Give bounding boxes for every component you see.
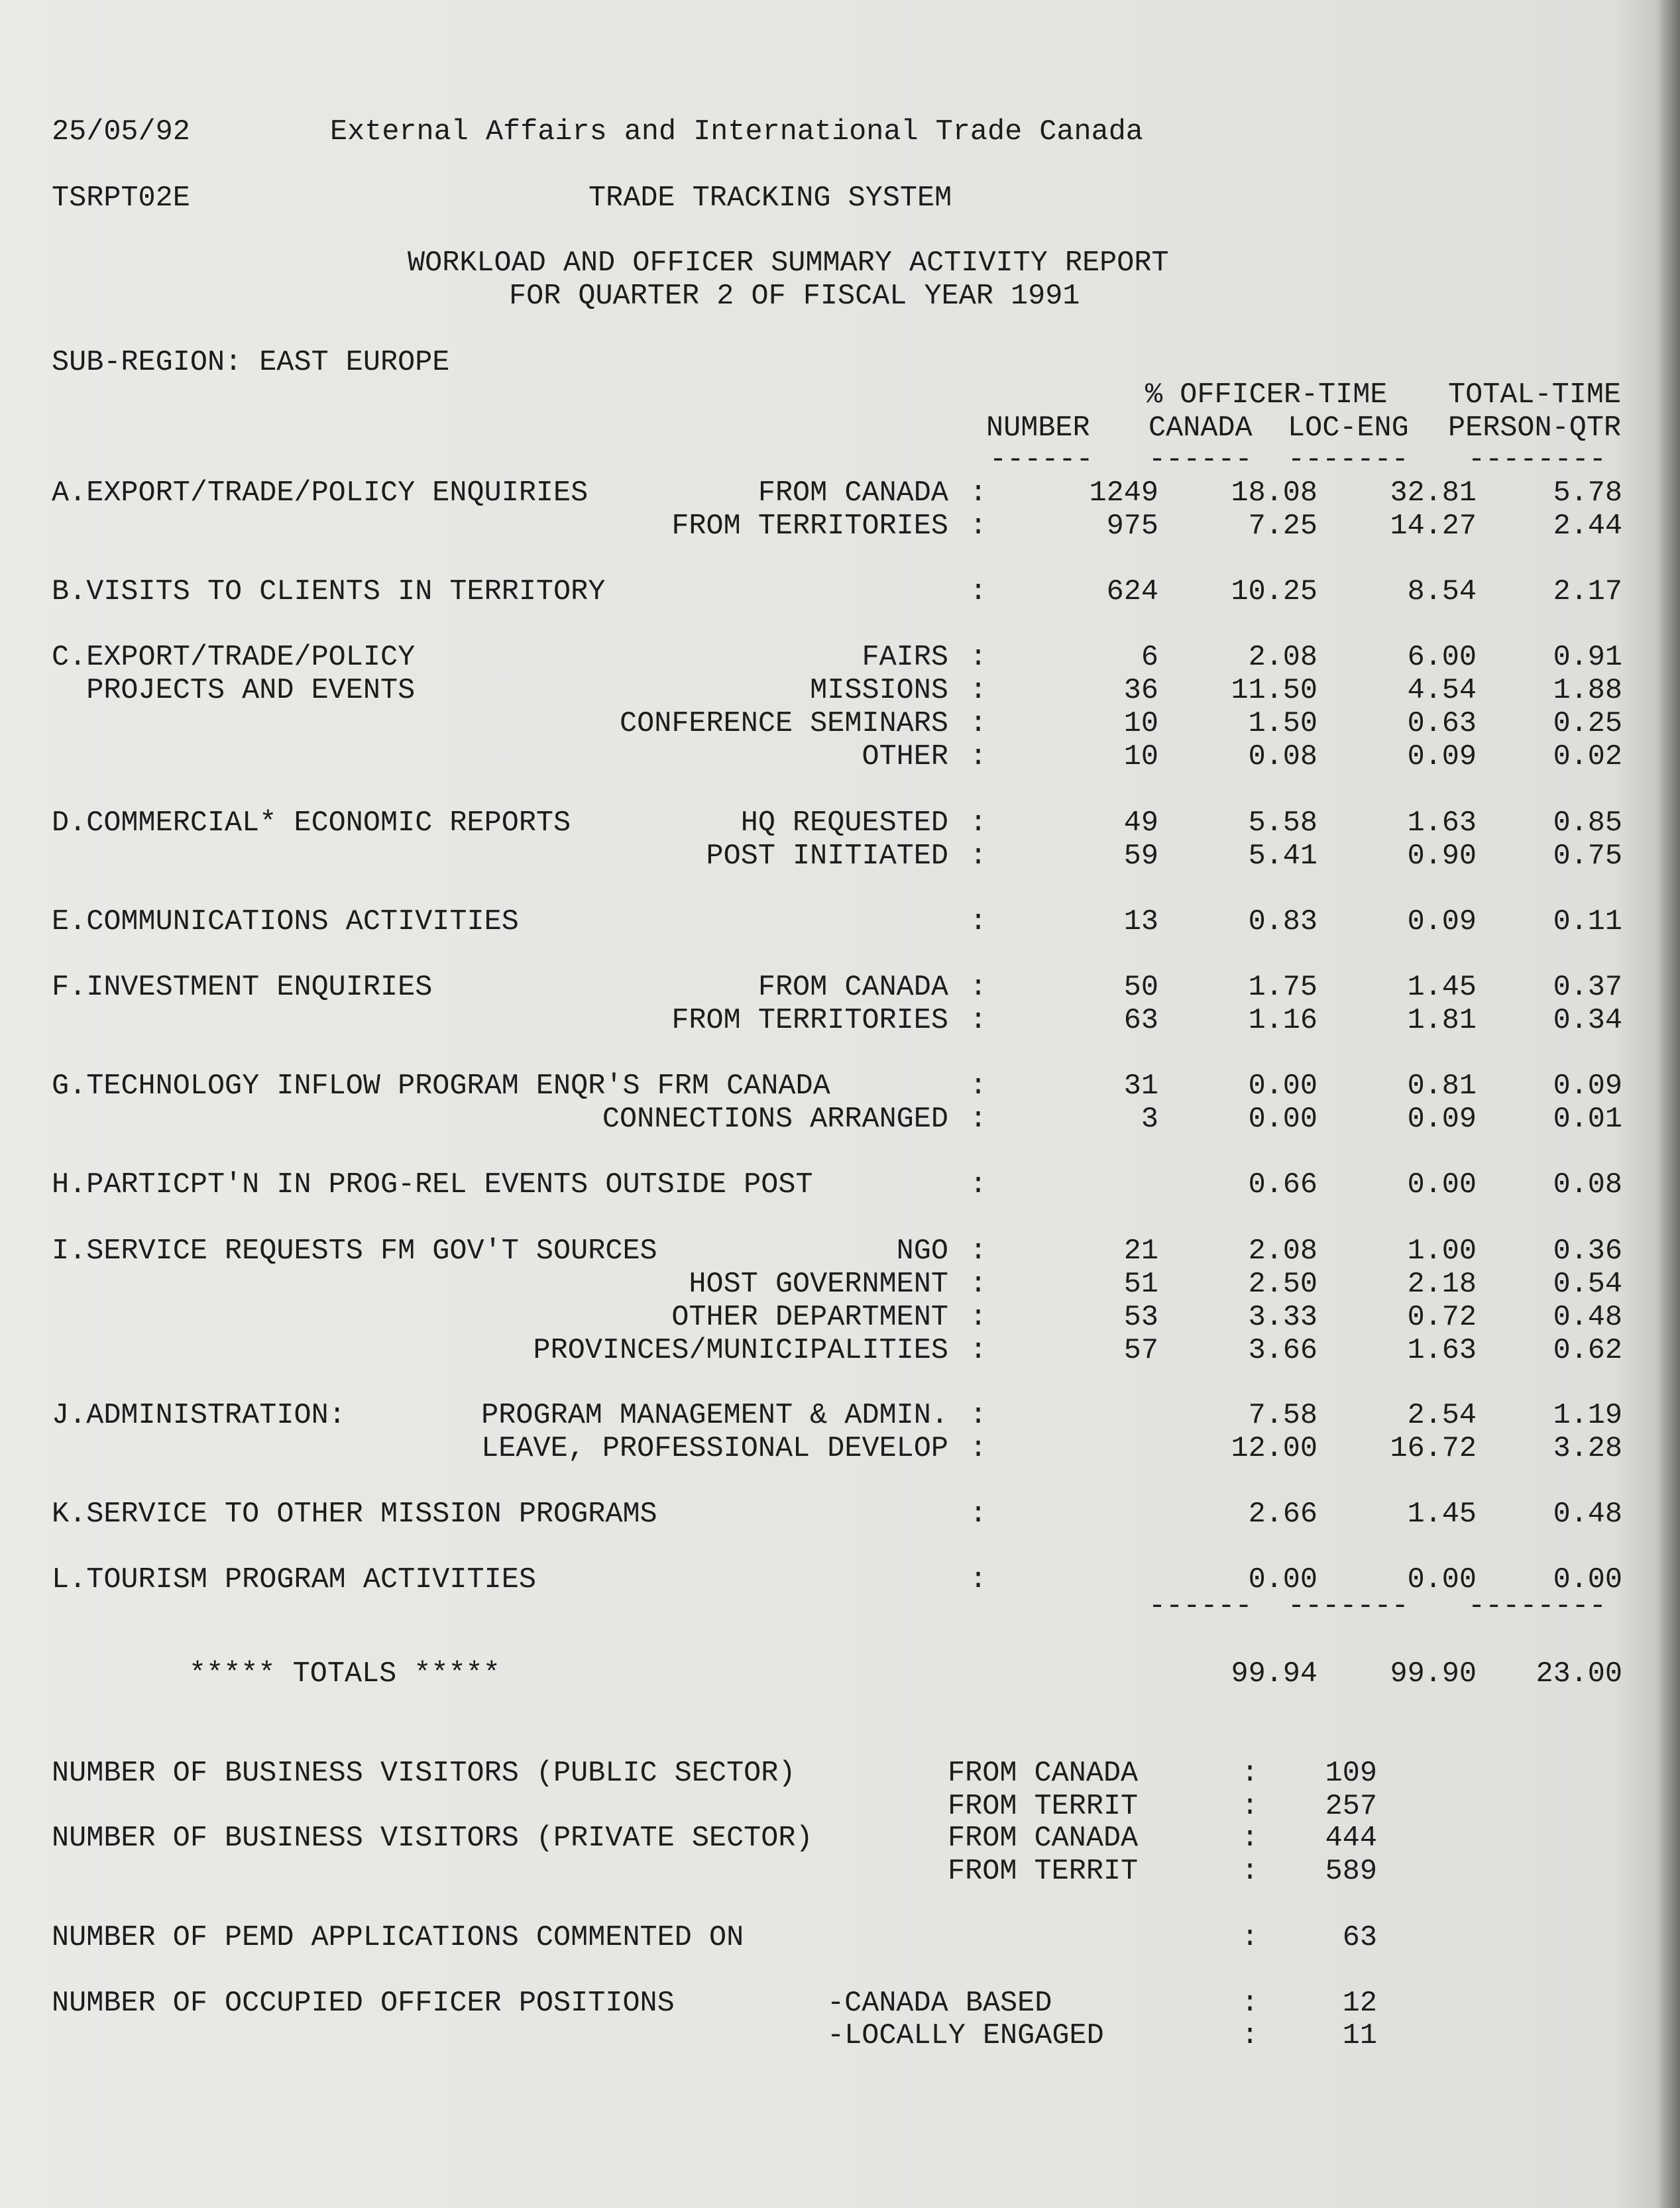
positions-label: NUMBER OF OCCUPIED OFFICER POSITIONS xyxy=(52,1987,675,2020)
totals-canada: 99.94 xyxy=(1231,1658,1317,1690)
officer-positions-row xyxy=(52,2020,1642,2053)
row-colon: : xyxy=(970,675,987,707)
row-person-qtr: 0.09 xyxy=(1553,1070,1622,1103)
pemd-count: 63 xyxy=(1342,1922,1377,1954)
row-colon: : xyxy=(970,1433,987,1465)
table-row xyxy=(52,708,1642,741)
table-row xyxy=(52,576,1642,609)
business-visitors-row xyxy=(52,1791,1642,1824)
table-row xyxy=(52,1268,1642,1301)
row-number: 10 xyxy=(1123,741,1158,773)
row-colon: : xyxy=(970,477,987,510)
row-pct-loc-eng: 0.90 xyxy=(1407,840,1477,873)
row-subcategory: PROVINCES/MUNICIPALITIES xyxy=(533,1335,948,1367)
table-row xyxy=(52,807,1642,840)
row-pct-canada: 0.00 xyxy=(1248,1564,1317,1596)
table-row xyxy=(52,477,1642,510)
row-pct-loc-eng: 2.54 xyxy=(1407,1400,1477,1432)
row-pct-canada: 11.50 xyxy=(1231,675,1317,707)
row-pct-canada: 3.33 xyxy=(1248,1301,1317,1334)
row-person-qtr: 0.34 xyxy=(1553,1005,1622,1037)
subregion: SUB-REGION: EAST EUROPE xyxy=(52,347,450,379)
row-category: I.SERVICE REQUESTS FM GOV'T SOURCES xyxy=(52,1235,657,1268)
visitors-label: NUMBER OF BUSINESS VISITORS (PRIVATE SECTOR) xyxy=(52,1822,813,1855)
table-row xyxy=(52,1498,1642,1531)
row-person-qtr: 0.25 xyxy=(1553,708,1622,740)
row-subcategory: FROM CANADA xyxy=(757,477,948,510)
row-subcategory: LEAVE, PROFESSIONAL DEVELOP xyxy=(481,1433,948,1465)
row-subcategory: OTHER DEPARTMENT xyxy=(671,1301,948,1334)
row-pct-canada: 2.08 xyxy=(1248,1235,1317,1268)
row-pct-canada: 0.83 xyxy=(1248,906,1317,938)
visitors-count: 257 xyxy=(1325,1791,1377,1823)
system-name: TRADE TRACKING SYSTEM xyxy=(588,182,952,215)
row-category: B.VISITS TO CLIENTS IN TERRITORY xyxy=(52,576,606,608)
row-colon: : xyxy=(970,708,987,740)
table-row xyxy=(52,1301,1642,1335)
row-person-qtr: 0.02 xyxy=(1553,741,1622,773)
positions-count: 11 xyxy=(1342,2020,1377,2052)
row-person-qtr: 0.54 xyxy=(1553,1268,1622,1301)
row-pct-loc-eng: 0.00 xyxy=(1407,1169,1477,1201)
visitors-count: 444 xyxy=(1325,1822,1377,1855)
row-subcategory: NGO xyxy=(896,1235,948,1268)
row-pct-loc-eng: 1.45 xyxy=(1407,1498,1477,1531)
report-title-line-2 xyxy=(52,280,1642,313)
row-number: 624 xyxy=(1106,576,1158,608)
loc-eng-totals-underline: ------- xyxy=(1288,1590,1409,1623)
row-person-qtr: 0.91 xyxy=(1553,641,1622,674)
row-person-qtr: 0.48 xyxy=(1553,1498,1622,1531)
row-subcategory: CONFERENCE SEMINARS xyxy=(620,708,948,740)
row-pct-canada: 0.08 xyxy=(1248,741,1317,773)
row-category: D.COMMERCIAL* ECONOMIC REPORTS xyxy=(52,807,571,840)
row-category: H.PARTICPT'N IN PROG-REL EVENTS OUTSIDE POST xyxy=(52,1169,813,1201)
row-pct-loc-eng: 4.54 xyxy=(1407,675,1477,707)
number-header: NUMBER xyxy=(986,412,1090,445)
row-subcategory: FROM CANADA xyxy=(757,971,948,1004)
pemd-row xyxy=(52,1922,1642,1955)
totals-label: ***** TOTALS ***** xyxy=(189,1658,500,1690)
row-pct-loc-eng: 8.54 xyxy=(1407,576,1477,608)
row-subcategory: FROM TERRITORIES xyxy=(671,1005,948,1037)
table-row xyxy=(52,1235,1642,1268)
table-row xyxy=(52,971,1642,1005)
column-header-line-2 xyxy=(52,412,1642,445)
person-qtr-underline: -------- xyxy=(1468,444,1606,476)
row-number: 3 xyxy=(1141,1103,1158,1136)
row-number: 13 xyxy=(1123,906,1158,938)
header-line-2 xyxy=(52,182,1642,215)
row-colon: : xyxy=(970,576,987,608)
totals-underline xyxy=(52,1590,1642,1624)
page-edge-shadow xyxy=(1660,0,1680,2208)
positions-colon: : xyxy=(1241,2020,1259,2052)
row-pct-loc-eng: 1.00 xyxy=(1407,1235,1477,1268)
row-pct-canada: 1.75 xyxy=(1248,971,1317,1004)
row-subcategory: MISSIONS xyxy=(810,675,948,707)
row-colon: : xyxy=(970,1103,987,1136)
report-title: WORKLOAD AND OFFICER SUMMARY ACTIVITY REPORT xyxy=(408,247,1169,280)
row-pct-canada: 10.25 xyxy=(1231,576,1317,608)
row-person-qtr: 5.78 xyxy=(1553,477,1622,510)
visitors-colon: : xyxy=(1241,1791,1259,1823)
business-visitors-row xyxy=(52,1855,1642,1889)
row-person-qtr: 2.44 xyxy=(1553,510,1622,543)
row-number: 63 xyxy=(1123,1005,1158,1037)
row-person-qtr: 0.08 xyxy=(1553,1169,1622,1201)
row-colon: : xyxy=(970,510,987,543)
row-pct-canada: 2.50 xyxy=(1248,1268,1317,1301)
row-category: K.SERVICE TO OTHER MISSION PROGRAMS xyxy=(52,1498,657,1531)
row-pct-loc-eng: 1.45 xyxy=(1407,971,1477,1004)
row-pct-canada: 2.08 xyxy=(1248,641,1317,674)
table-row xyxy=(52,1005,1642,1038)
row-person-qtr: 0.37 xyxy=(1553,971,1622,1004)
row-pct-canada: 5.41 xyxy=(1248,840,1317,873)
organization-name: External Affairs and International Trade Canada xyxy=(330,116,1143,148)
row-colon: : xyxy=(970,1005,987,1037)
pemd-label: NUMBER OF PEMD APPLICATIONS COMMENTED ON xyxy=(52,1922,744,1954)
table-row xyxy=(52,1335,1642,1368)
officer-positions-row xyxy=(52,1987,1642,2020)
row-category: G.TECHNOLOGY INFLOW PROGRAM ENQR'S FRM CANADA xyxy=(52,1070,830,1103)
visitors-colon: : xyxy=(1241,1757,1259,1790)
row-category: PROJECTS AND EVENTS xyxy=(52,675,416,707)
row-pct-loc-eng: 1.63 xyxy=(1407,807,1477,840)
row-number: 1249 xyxy=(1089,477,1158,510)
table-row xyxy=(52,1070,1642,1103)
row-pct-canada: 1.50 xyxy=(1248,708,1317,740)
row-pct-canada: 1.16 xyxy=(1248,1005,1317,1037)
row-number: 53 xyxy=(1123,1301,1158,1334)
loc-eng-underline: ------- xyxy=(1288,444,1409,476)
row-person-qtr: 0.85 xyxy=(1553,807,1622,840)
row-subcategory: PROGRAM MANAGEMENT & ADMIN. xyxy=(481,1400,948,1432)
row-colon: : xyxy=(970,1498,987,1531)
row-number: 975 xyxy=(1106,510,1158,543)
visitors-colon: : xyxy=(1241,1855,1259,1888)
row-pct-loc-eng: 14.27 xyxy=(1390,510,1477,543)
row-pct-canada: 12.00 xyxy=(1231,1433,1317,1465)
visitors-origin: FROM CANADA xyxy=(948,1757,1139,1790)
row-person-qtr: 3.28 xyxy=(1553,1433,1622,1465)
row-number: 36 xyxy=(1123,675,1158,707)
row-number: 57 xyxy=(1123,1335,1158,1367)
row-subcategory: FAIRS xyxy=(862,641,948,674)
row-colon: : xyxy=(970,1301,987,1334)
totals-loc-eng: 99.90 xyxy=(1390,1658,1477,1690)
row-number: 49 xyxy=(1123,807,1158,840)
row-number: 50 xyxy=(1123,971,1158,1004)
row-subcategory: OTHER xyxy=(862,741,948,773)
table-row xyxy=(52,840,1642,873)
row-colon: : xyxy=(970,1070,987,1103)
total-time-header: TOTAL-TIME xyxy=(1448,379,1622,412)
row-person-qtr: 0.00 xyxy=(1553,1564,1622,1596)
positions-type: -CANADA BASED xyxy=(827,1987,1052,2020)
row-person-qtr: 0.75 xyxy=(1553,840,1622,873)
report-period: FOR QUARTER 2 OF FISCAL YEAR 1991 xyxy=(509,280,1080,313)
row-pct-loc-eng: 6.00 xyxy=(1407,641,1477,674)
table-row xyxy=(52,1433,1642,1466)
table-row xyxy=(52,641,1642,675)
loc-eng-header: LOC-ENG xyxy=(1288,412,1409,445)
totals-person-qtr: 23.00 xyxy=(1536,1658,1622,1690)
row-pct-loc-eng: 1.81 xyxy=(1407,1005,1477,1037)
row-pct-canada: 0.66 xyxy=(1248,1169,1317,1201)
row-pct-loc-eng: 16.72 xyxy=(1390,1433,1477,1465)
row-pct-loc-eng: 0.09 xyxy=(1407,1103,1477,1136)
business-visitors-row xyxy=(52,1822,1642,1855)
row-pct-canada: 0.00 xyxy=(1248,1103,1317,1136)
table-row xyxy=(52,1400,1642,1433)
number-underline: ------ xyxy=(989,444,1093,476)
report-title-line-1 xyxy=(52,247,1642,280)
row-number: 31 xyxy=(1123,1070,1158,1103)
table-row xyxy=(52,741,1642,774)
positions-type: -LOCALLY ENGAGED xyxy=(827,2020,1104,2052)
row-pct-canada: 0.00 xyxy=(1248,1070,1317,1103)
visitors-count: 109 xyxy=(1325,1757,1377,1790)
table-row xyxy=(52,906,1642,939)
row-category: L.TOURISM PROGRAM ACTIVITIES xyxy=(52,1564,536,1596)
subregion-line xyxy=(52,347,1642,380)
row-colon: : xyxy=(970,1169,987,1201)
canada-underline: ------ xyxy=(1148,444,1253,476)
row-category: E.COMMUNICATIONS ACTIVITIES xyxy=(52,906,519,938)
visitors-origin: FROM CANADA xyxy=(948,1822,1139,1855)
row-subcategory: FROM TERRITORIES xyxy=(671,510,948,543)
business-visitors-row xyxy=(52,1757,1642,1791)
row-subcategory: HOST GOVERNMENT xyxy=(689,1268,948,1301)
row-pct-loc-eng: 0.00 xyxy=(1407,1564,1477,1596)
person-qtr-totals-underline: -------- xyxy=(1468,1590,1606,1623)
row-colon: : xyxy=(970,1335,987,1367)
row-pct-loc-eng: 0.63 xyxy=(1407,708,1477,740)
row-number: 6 xyxy=(1141,641,1158,674)
canada-totals-underline: ------ xyxy=(1148,1590,1253,1623)
column-header-underline xyxy=(52,444,1642,477)
row-pct-canada: 7.25 xyxy=(1248,510,1317,543)
row-pct-canada: 5.58 xyxy=(1248,807,1317,840)
row-colon: : xyxy=(970,641,987,674)
row-subcategory: POST INITIATED xyxy=(706,840,948,873)
row-category: F.INVESTMENT ENQUIRIES xyxy=(52,971,433,1004)
table-row xyxy=(52,1169,1642,1202)
row-person-qtr: 1.19 xyxy=(1553,1400,1622,1432)
pct-officer-time-header: % OFFICER-TIME xyxy=(1145,379,1388,412)
row-colon: : xyxy=(970,971,987,1004)
row-colon: : xyxy=(970,840,987,873)
positions-count: 12 xyxy=(1342,1987,1377,2020)
row-pct-loc-eng: 0.72 xyxy=(1407,1301,1477,1334)
row-pct-loc-eng: 32.81 xyxy=(1390,477,1477,510)
row-person-qtr: 0.01 xyxy=(1553,1103,1622,1136)
row-pct-canada: 3.66 xyxy=(1248,1335,1317,1367)
row-person-qtr: 0.36 xyxy=(1553,1235,1622,1268)
row-category: A.EXPORT/TRADE/POLICY ENQUIRIES xyxy=(52,477,588,510)
row-number: 10 xyxy=(1123,708,1158,740)
row-pct-canada: 7.58 xyxy=(1248,1400,1317,1432)
row-colon: : xyxy=(970,1400,987,1432)
row-subcategory: CONNECTIONS ARRANGED xyxy=(602,1103,948,1136)
report-id: TSRPT02E xyxy=(52,182,190,215)
totals-row xyxy=(52,1658,1642,1691)
row-person-qtr: 0.62 xyxy=(1553,1335,1622,1367)
row-colon: : xyxy=(970,1235,987,1268)
pemd-colon: : xyxy=(1241,1922,1259,1954)
row-person-qtr: 1.88 xyxy=(1553,675,1622,707)
table-row xyxy=(52,510,1642,543)
row-pct-loc-eng: 2.18 xyxy=(1407,1268,1477,1301)
row-number: 21 xyxy=(1123,1235,1158,1268)
canada-header: CANADA xyxy=(1148,412,1253,445)
row-colon: : xyxy=(970,1564,987,1596)
row-number: 59 xyxy=(1123,840,1158,873)
visitors-count: 589 xyxy=(1325,1855,1377,1888)
person-qtr-header: PERSON-QTR xyxy=(1448,412,1622,445)
row-pct-canada: 18.08 xyxy=(1231,477,1317,510)
row-colon: : xyxy=(970,906,987,938)
table-row xyxy=(52,1103,1642,1136)
row-colon: : xyxy=(970,807,987,840)
visitors-origin: FROM TERRIT xyxy=(948,1791,1139,1823)
row-person-qtr: 0.48 xyxy=(1553,1301,1622,1334)
row-person-qtr: 0.11 xyxy=(1553,906,1622,938)
visitors-colon: : xyxy=(1241,1822,1259,1855)
row-pct-loc-eng: 0.81 xyxy=(1407,1070,1477,1103)
row-colon: : xyxy=(970,741,987,773)
row-pct-loc-eng: 0.09 xyxy=(1407,741,1477,773)
column-header-line-1 xyxy=(52,379,1642,412)
report-date: 25/05/92 xyxy=(52,116,190,148)
row-category: C.EXPORT/TRADE/POLICY xyxy=(52,641,416,674)
row-number: 51 xyxy=(1123,1268,1158,1301)
visitors-label: NUMBER OF BUSINESS VISITORS (PUBLIC SECTOR) xyxy=(52,1757,796,1790)
row-subcategory: HQ REQUESTED xyxy=(740,807,948,840)
row-category: J.ADMINISTRATION: xyxy=(52,1400,346,1432)
visitors-origin: FROM TERRIT xyxy=(948,1855,1139,1888)
row-colon: : xyxy=(970,1268,987,1301)
row-pct-canada: 2.66 xyxy=(1248,1498,1317,1531)
header-line-1 xyxy=(52,116,1642,149)
row-pct-loc-eng: 0.09 xyxy=(1407,906,1477,938)
row-person-qtr: 2.17 xyxy=(1553,576,1622,608)
positions-colon: : xyxy=(1241,1987,1259,2020)
row-pct-loc-eng: 1.63 xyxy=(1407,1335,1477,1367)
table-row xyxy=(52,675,1642,708)
